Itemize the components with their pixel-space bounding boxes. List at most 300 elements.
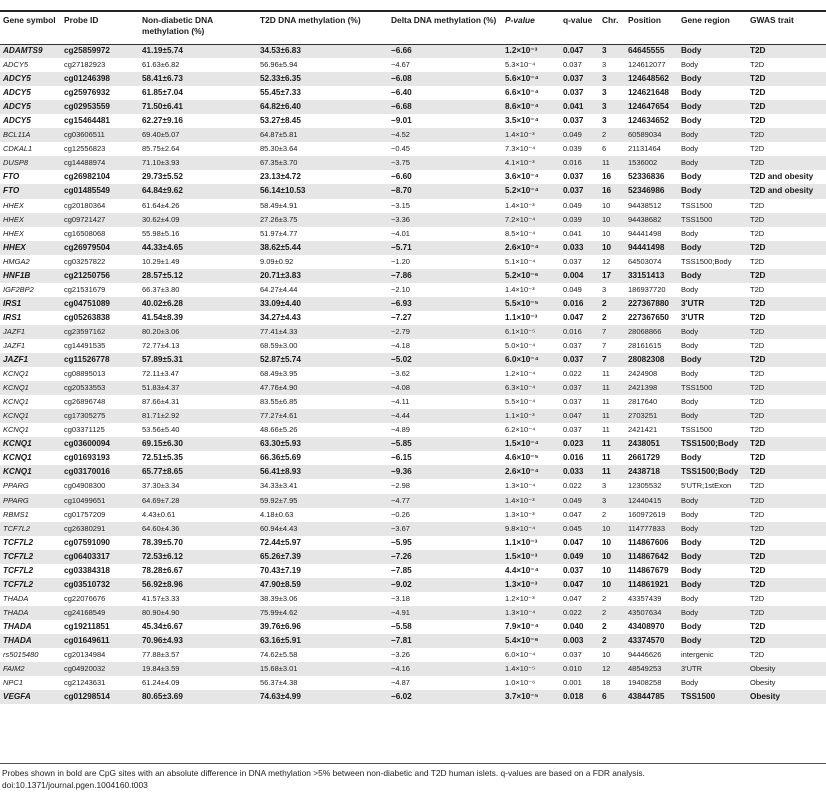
cell-t2d-value: 34.53±6.83 bbox=[257, 44, 388, 58]
cell-gene-symbol: TCF7L2 bbox=[0, 522, 61, 536]
cell-p-value: 7.9×10⁻⁴ bbox=[505, 621, 539, 631]
cell-delta-value: −2.10 bbox=[391, 284, 410, 294]
cell-t2d-value: 48.66±5.26 bbox=[260, 425, 298, 435]
cell-probe-id: cg26982104 bbox=[64, 172, 110, 182]
cell-gene-symbol: PPARG bbox=[3, 481, 29, 491]
cell-delta-value: −1.20 bbox=[391, 256, 410, 266]
cell-position: 43374570 bbox=[625, 634, 678, 648]
cell-delta-value: −6.66 bbox=[388, 44, 502, 58]
cell-q-value: 0.041 bbox=[563, 228, 582, 238]
cell-non-diabetic-value: 45.34±6.67 bbox=[142, 621, 183, 631]
cell-delta-value: −2.79 bbox=[388, 325, 502, 339]
cell-non-diabetic-value: 72.11±3.47 bbox=[142, 369, 179, 379]
cell-p-value: 1.4×10⁻³ bbox=[502, 128, 560, 142]
table-row bbox=[0, 199, 826, 213]
cell-p-value: 5.5×10⁻⁵ bbox=[502, 297, 560, 311]
cell-p-value: 1.4×10⁻³ bbox=[505, 200, 535, 210]
cell-gwas-trait: T2D bbox=[750, 228, 765, 238]
cell-probe-id: cg21243631 bbox=[64, 678, 106, 688]
cell-t2d-value: 64.87±5.81 bbox=[257, 128, 388, 142]
cell-gene-symbol: KCNQ1 bbox=[0, 437, 61, 451]
cell-delta-value: −6.93 bbox=[388, 297, 502, 311]
cell-delta-value: −6.15 bbox=[391, 453, 412, 463]
cell-chromosome: 2 bbox=[599, 297, 625, 311]
cell-p-value: 1.2×10⁻⁴ bbox=[505, 369, 536, 379]
cell-t2d-value: 56.41±8.93 bbox=[257, 465, 388, 479]
cell-t2d-value: 75.99±4.62 bbox=[257, 606, 388, 620]
cell-gene-region: Body bbox=[681, 116, 702, 126]
cell-t2d-value: 9.09±0.92 bbox=[260, 256, 294, 266]
cell-chromosome: 11 bbox=[599, 409, 625, 423]
cell-p-value: 5.2×10⁻⁴ bbox=[502, 184, 560, 198]
cell-chromosome: 10 bbox=[599, 522, 625, 536]
cell-gene-region: Body bbox=[678, 409, 747, 423]
cell-probe-id: cg23597162 bbox=[61, 325, 139, 339]
table-row bbox=[0, 564, 826, 578]
table-row bbox=[0, 676, 826, 690]
cell-delta-value: −4.01 bbox=[391, 228, 410, 238]
cell-t2d-value: 53.27±8.45 bbox=[260, 116, 301, 126]
table-row bbox=[0, 550, 826, 564]
cell-t2d-value: 56.14±10.53 bbox=[257, 184, 388, 198]
cell-chromosome: 3 bbox=[602, 116, 607, 126]
cell-position: 43357439 bbox=[628, 593, 662, 603]
cell-t2d-value: 51.97±4.77 bbox=[260, 228, 298, 238]
cell-gene-region: TSS1500;Body bbox=[678, 465, 747, 479]
cell-gene-region: Body bbox=[681, 537, 702, 547]
cell-q-value: 0.037 bbox=[563, 172, 584, 182]
cell-q-value: 0.047 bbox=[560, 409, 599, 423]
table-row bbox=[0, 255, 826, 269]
cell-gene-region: Body bbox=[681, 60, 699, 70]
cell-delta-value: −4.16 bbox=[388, 662, 502, 676]
cell-probe-id: cg06403317 bbox=[61, 550, 139, 564]
cell-delta-value: −7.26 bbox=[388, 550, 502, 564]
cell-t2d-value: 77.27±4.61 bbox=[257, 409, 388, 423]
header-non-diabetic: Non-diabetic DNA methylation (%) bbox=[142, 15, 213, 36]
cell-p-value: 1.2×10⁻³ bbox=[505, 593, 535, 603]
cell-probe-id: cg26896748 bbox=[64, 397, 106, 407]
cell-q-value: 0.037 bbox=[563, 565, 584, 575]
cell-gene-symbol: JAZF1 bbox=[0, 325, 61, 339]
table-row bbox=[0, 465, 826, 479]
cell-delta-value: −8.70 bbox=[388, 184, 502, 198]
cell-non-diabetic-value: 78.39±5.70 bbox=[142, 537, 183, 547]
cell-delta-value: −5.95 bbox=[391, 537, 412, 547]
cell-probe-id: cg05263838 bbox=[64, 312, 110, 322]
cell-delta-value: −6.60 bbox=[391, 172, 412, 182]
cell-gene-region: Body bbox=[681, 88, 702, 98]
cell-q-value: 0.022 bbox=[563, 481, 582, 491]
cell-non-diabetic-value: 72.77±4.13 bbox=[142, 340, 180, 350]
cell-gwas-trait: T2D bbox=[747, 72, 826, 86]
cell-chromosome: 10 bbox=[602, 650, 611, 660]
cell-chromosome: 11 bbox=[599, 381, 625, 395]
cell-chromosome: 12 bbox=[602, 256, 611, 266]
cell-gwas-trait: T2D bbox=[747, 269, 826, 283]
cell-q-value: 0.022 bbox=[560, 606, 599, 620]
cell-gwas-trait: Obesity bbox=[750, 678, 776, 688]
cell-q-value: 0.049 bbox=[560, 128, 599, 142]
cell-t2d-value: 47.76±4.90 bbox=[257, 381, 388, 395]
table-row bbox=[0, 339, 826, 353]
cell-delta-value: −0.45 bbox=[391, 144, 410, 154]
cell-gwas-trait: T2D bbox=[750, 256, 765, 266]
cell-non-diabetic-value: 51.83±4.37 bbox=[139, 381, 257, 395]
cell-chromosome: 10 bbox=[602, 537, 612, 547]
cell-t2d-value: 56.96±5.94 bbox=[260, 60, 298, 70]
cell-gene-region: Body bbox=[681, 509, 699, 519]
cell-t2d-value: 66.36±5.69 bbox=[260, 453, 301, 463]
table-row bbox=[0, 479, 826, 493]
cell-probe-id: cg21531679 bbox=[64, 284, 106, 294]
cell-position: 52346986 bbox=[625, 184, 678, 198]
cell-gene-region: Body bbox=[678, 241, 747, 255]
table-row bbox=[0, 58, 826, 72]
table-row bbox=[0, 494, 826, 508]
cell-delta-value: −6.08 bbox=[388, 72, 502, 86]
cell-t2d-value: 64.82±6.40 bbox=[257, 100, 388, 114]
table-row bbox=[0, 522, 826, 536]
table-row bbox=[0, 437, 826, 451]
table-row bbox=[0, 662, 826, 676]
cell-gene-region: Body bbox=[678, 100, 747, 114]
cell-q-value: 0.016 bbox=[560, 325, 599, 339]
cell-gene-symbol: ADCY5 bbox=[3, 60, 29, 70]
cell-probe-id: cg03170016 bbox=[61, 465, 139, 479]
cell-t2d-value: 33.09±4.40 bbox=[257, 297, 388, 311]
cell-chromosome: 2 bbox=[602, 509, 607, 519]
cell-gwas-trait: T2D bbox=[750, 88, 766, 98]
cell-q-value: 0.022 bbox=[563, 369, 582, 379]
cell-probe-id: cg01693193 bbox=[64, 453, 110, 463]
cell-position: 124647654 bbox=[625, 100, 678, 114]
cell-t2d-value: 15.68±3.01 bbox=[257, 662, 388, 676]
cell-gwas-trait: T2D bbox=[747, 522, 826, 536]
cell-gene-region: Body bbox=[678, 128, 747, 142]
table-footnote bbox=[2, 767, 822, 791]
cell-delta-value: −5.58 bbox=[391, 621, 412, 631]
table-row bbox=[0, 409, 826, 423]
cell-p-value: 5.2×10⁻⁶ bbox=[502, 269, 560, 283]
cell-delta-value: −4.67 bbox=[391, 60, 410, 70]
cell-t2d-value: 39.76±6.96 bbox=[260, 621, 301, 631]
cell-chromosome: 3 bbox=[599, 72, 625, 86]
cell-position: 2817640 bbox=[628, 397, 658, 407]
cell-q-value: 0.049 bbox=[563, 284, 582, 294]
table-row bbox=[0, 606, 826, 620]
cell-t2d-value: 55.45±7.33 bbox=[260, 88, 301, 98]
cell-non-diabetic-value: 61.85±7.04 bbox=[142, 88, 183, 98]
cell-non-diabetic-value: 64.60±4.36 bbox=[139, 522, 257, 536]
cell-non-diabetic-value: 80.65±3.69 bbox=[139, 690, 257, 704]
cell-gwas-trait: T2D bbox=[747, 297, 826, 311]
cell-non-diabetic-value: 69.40±5.07 bbox=[139, 128, 257, 142]
cell-non-diabetic-value: 30.62±4.09 bbox=[139, 213, 257, 227]
cell-gwas-trait: T2D bbox=[747, 213, 826, 227]
cell-gene-region: TSS1500 bbox=[681, 200, 713, 210]
cell-probe-id: cg21250756 bbox=[61, 269, 139, 283]
cell-p-value: 6.6×10⁻⁴ bbox=[505, 88, 539, 98]
cell-probe-id: cg11526778 bbox=[61, 353, 139, 367]
cell-chromosome: 2 bbox=[602, 312, 607, 322]
cell-p-value: 6.1×10⁻⁵ bbox=[502, 325, 560, 339]
cell-gene-symbol: KCNQ1 bbox=[0, 381, 61, 395]
table-row bbox=[0, 114, 826, 128]
cell-gene-symbol: JAZF1 bbox=[3, 340, 26, 350]
cell-probe-id: cg14488974 bbox=[61, 156, 139, 170]
cell-q-value: 0.049 bbox=[560, 550, 599, 564]
cell-gene-region: TSS1500 bbox=[681, 425, 713, 435]
header-position: Position bbox=[628, 15, 662, 25]
footnote-text: Probes shown in bold are CpG sites with an absolute difference in DNA methylation >5% between non-diabetic and T2D human islets. q-values are based on a FDR analysis. bbox=[2, 768, 645, 778]
cell-p-value: 1.1×10⁻³ bbox=[505, 537, 538, 547]
cell-non-diabetic-value: 37.30±3.34 bbox=[142, 481, 180, 491]
cell-p-value: 3.7×10⁻⁵ bbox=[502, 690, 560, 704]
cell-position: 227367650 bbox=[628, 312, 669, 322]
cell-chromosome: 3 bbox=[602, 88, 607, 98]
cell-chromosome: 6 bbox=[599, 690, 625, 704]
cell-position: 52336836 bbox=[628, 172, 665, 182]
table-row bbox=[0, 648, 826, 662]
cell-non-diabetic-value: 80.20±3.06 bbox=[139, 325, 257, 339]
table-row bbox=[0, 423, 826, 437]
cell-gene-region: TSS1500 bbox=[678, 381, 747, 395]
cell-gene-region: Body bbox=[681, 397, 699, 407]
cell-position: 2424908 bbox=[628, 369, 658, 379]
cell-chromosome: 10 bbox=[602, 565, 612, 575]
cell-gwas-trait: T2D bbox=[747, 494, 826, 508]
table-row bbox=[0, 44, 826, 58]
cell-q-value: 0.039 bbox=[560, 213, 599, 227]
cell-delta-value: −4.11 bbox=[391, 397, 410, 407]
cell-chromosome: 3 bbox=[599, 44, 625, 58]
cell-probe-id: cg14491535 bbox=[64, 340, 106, 350]
cell-gene-region: Body bbox=[678, 353, 747, 367]
cell-p-value: 1.3×10⁻³ bbox=[505, 509, 535, 519]
cell-q-value: 0.018 bbox=[560, 690, 599, 704]
cell-t2d-value: 74.63±4.99 bbox=[257, 690, 388, 704]
cell-non-diabetic-value: 62.27±9.16 bbox=[142, 116, 183, 126]
cell-t2d-value: 83.55±6.85 bbox=[260, 397, 298, 407]
cell-non-diabetic-value: 19.84±3.59 bbox=[139, 662, 257, 676]
cell-gwas-trait: T2D bbox=[747, 409, 826, 423]
cell-gwas-trait: T2D bbox=[750, 509, 765, 519]
cell-t2d-value: 20.71±3.83 bbox=[257, 269, 388, 283]
cell-probe-id: cg09721427 bbox=[61, 213, 139, 227]
cell-position: 60589034 bbox=[625, 128, 678, 142]
cell-p-value: 3.6×10⁻⁴ bbox=[505, 172, 539, 182]
cell-gwas-trait: T2D bbox=[750, 200, 765, 210]
cell-non-diabetic-value: 61.63±6.82 bbox=[142, 60, 180, 70]
cell-q-value: 0.023 bbox=[560, 437, 599, 451]
cell-position: 94441498 bbox=[625, 241, 678, 255]
cell-gene-symbol: KCNQ1 bbox=[3, 397, 29, 407]
cell-gwas-trait: Obesity bbox=[747, 662, 826, 676]
cell-chromosome: 2 bbox=[599, 606, 625, 620]
cell-delta-value: −5.02 bbox=[388, 353, 502, 367]
cell-non-diabetic-value: 4.43±0.61 bbox=[142, 509, 176, 519]
cell-probe-id: cg07591090 bbox=[64, 537, 110, 547]
cell-probe-id: cg19211851 bbox=[64, 621, 110, 631]
table-row bbox=[0, 86, 826, 100]
cell-t2d-value: 63.30±5.93 bbox=[257, 437, 388, 451]
cell-gwas-trait: Obesity bbox=[747, 690, 826, 704]
cell-q-value: 0.039 bbox=[563, 144, 582, 154]
cell-non-diabetic-value: 44.33±4.65 bbox=[139, 241, 257, 255]
cell-position: 114867679 bbox=[628, 565, 669, 575]
cell-delta-value: −4.52 bbox=[388, 128, 502, 142]
cell-q-value: 0.037 bbox=[563, 256, 582, 266]
cell-delta-value: −6.68 bbox=[388, 100, 502, 114]
table-row bbox=[0, 325, 826, 339]
cell-q-value: 0.033 bbox=[560, 465, 599, 479]
cell-delta-value: −0.26 bbox=[391, 509, 410, 519]
cell-q-value: 0.001 bbox=[563, 678, 582, 688]
cell-gene-region: Body bbox=[678, 325, 747, 339]
table-row bbox=[0, 311, 826, 325]
cell-gwas-trait: T2D bbox=[747, 437, 826, 451]
cell-chromosome: 2 bbox=[599, 128, 625, 142]
cell-delta-value: −9.01 bbox=[391, 116, 412, 126]
cell-gene-region: Body bbox=[678, 184, 747, 198]
cell-p-value: 6.0×10⁻⁴ bbox=[505, 650, 536, 660]
cell-p-value: 7.3×10⁻⁴ bbox=[505, 144, 536, 154]
cell-chromosome: 7 bbox=[599, 353, 625, 367]
cell-t2d-value: 68.59±3.00 bbox=[260, 340, 298, 350]
cell-delta-value: −9.02 bbox=[388, 578, 502, 592]
cell-p-value: 5.5×10⁻⁴ bbox=[505, 397, 536, 407]
table-row bbox=[0, 100, 826, 114]
table-row bbox=[0, 283, 826, 297]
cell-chromosome: 18 bbox=[602, 678, 611, 688]
cell-p-value: 8.6×10⁻⁴ bbox=[502, 100, 560, 114]
cell-probe-id: cg20134984 bbox=[64, 650, 106, 660]
cell-gene-symbol: FTO bbox=[3, 172, 20, 182]
cell-probe-id: cg25859972 bbox=[61, 44, 139, 58]
cell-gene-symbol: VEGFA bbox=[0, 690, 61, 704]
cell-chromosome: 2 bbox=[602, 593, 607, 603]
cell-gene-region: Body bbox=[681, 565, 702, 575]
cell-gene-region: Body bbox=[681, 369, 699, 379]
cell-gwas-trait: T2D bbox=[750, 453, 766, 463]
cell-probe-id: cg17305275 bbox=[61, 409, 139, 423]
cell-t2d-value: 34.27±4.43 bbox=[260, 312, 301, 322]
cell-probe-id: cg20180364 bbox=[64, 200, 106, 210]
cell-position: 2703251 bbox=[625, 409, 678, 423]
cell-chromosome: 2 bbox=[599, 634, 625, 648]
cell-delta-value: −7.81 bbox=[388, 634, 502, 648]
cell-q-value: 0.010 bbox=[560, 662, 599, 676]
cell-q-value: 0.016 bbox=[563, 453, 584, 463]
cell-position: 124648562 bbox=[625, 72, 678, 86]
cell-gene-region: Body bbox=[681, 621, 702, 631]
top-rule bbox=[0, 10, 826, 12]
cell-gene-symbol: IRS1 bbox=[3, 312, 22, 322]
cell-p-value: 1.4×10⁻⁵ bbox=[502, 662, 560, 676]
bottom-rule bbox=[0, 763, 826, 764]
cell-gene-symbol: ADAMTS9 bbox=[0, 44, 61, 58]
cell-p-value: 4.1×10⁻³ bbox=[502, 156, 560, 170]
cell-q-value: 0.033 bbox=[560, 241, 599, 255]
cell-gene-symbol: FTO bbox=[0, 184, 61, 198]
header-rule bbox=[0, 44, 826, 45]
cell-chromosome: 11 bbox=[599, 156, 625, 170]
cell-p-value: 6.2×10⁻⁴ bbox=[505, 425, 536, 435]
cell-gene-symbol: DUSP8 bbox=[0, 156, 61, 170]
cell-gene-symbol: THADA bbox=[0, 606, 61, 620]
cell-delta-value: −4.44 bbox=[388, 409, 502, 423]
cell-q-value: 0.037 bbox=[563, 425, 582, 435]
cell-non-diabetic-value: 64.84±9.62 bbox=[139, 184, 257, 198]
cell-gene-symbol: BCL11A bbox=[0, 128, 61, 142]
cell-probe-id: cg15464481 bbox=[64, 116, 110, 126]
cell-p-value: 2.6×10⁻⁴ bbox=[502, 241, 560, 255]
cell-chromosome: 10 bbox=[602, 200, 611, 210]
cell-probe-id: cg16508068 bbox=[64, 228, 106, 238]
cell-non-diabetic-value: 41.19±5.74 bbox=[139, 44, 257, 58]
cell-probe-id: cg25976932 bbox=[64, 88, 110, 98]
cell-probe-id: cg03257822 bbox=[64, 256, 106, 266]
cell-gene-symbol: RBMS1 bbox=[3, 509, 29, 519]
cell-delta-value: −7.27 bbox=[391, 312, 412, 322]
cell-gene-region: 3′UTR bbox=[681, 312, 705, 322]
cell-chromosome: 17 bbox=[599, 269, 625, 283]
cell-probe-id: cg03510732 bbox=[61, 578, 139, 592]
cell-non-diabetic-value: 87.66±4.31 bbox=[142, 397, 180, 407]
cell-delta-value: −5.85 bbox=[388, 437, 502, 451]
cell-delta-value: −6.02 bbox=[388, 690, 502, 704]
table-row bbox=[0, 184, 826, 198]
cell-gene-region: Body bbox=[678, 156, 747, 170]
header-t2d: T2D DNA methylation (%) bbox=[260, 15, 361, 25]
cell-gwas-trait: T2D bbox=[747, 156, 826, 170]
table-row bbox=[0, 72, 826, 86]
cell-p-value: 1.3×10⁻⁴ bbox=[502, 606, 560, 620]
cell-position: 43844785 bbox=[625, 690, 678, 704]
cell-q-value: 0.047 bbox=[563, 312, 584, 322]
cell-non-diabetic-value: 58.41±6.73 bbox=[139, 72, 257, 86]
cell-gene-region: Body bbox=[681, 678, 699, 688]
cell-p-value: 1.4×10⁻³ bbox=[502, 494, 560, 508]
cell-gene-region: Body bbox=[681, 453, 702, 463]
cell-gwas-trait: T2D and obesity bbox=[747, 184, 826, 198]
cell-gwas-trait: T2D bbox=[750, 144, 765, 154]
cell-gene-symbol: TCF7L2 bbox=[3, 537, 34, 547]
cell-delta-value: −3.75 bbox=[388, 156, 502, 170]
cell-gene-symbol: TCF7L2 bbox=[3, 565, 34, 575]
cell-gene-region: Body bbox=[678, 522, 747, 536]
cell-position: 12305532 bbox=[628, 481, 662, 491]
cell-position: 124621648 bbox=[628, 88, 669, 98]
cell-t2d-value: 34.33±3.41 bbox=[260, 481, 298, 491]
cell-position: 186937720 bbox=[628, 284, 666, 294]
cell-t2d-value: 27.26±3.75 bbox=[257, 213, 388, 227]
cell-probe-id: cg08895013 bbox=[64, 369, 106, 379]
cell-chromosome: 3 bbox=[602, 284, 607, 294]
cell-gwas-trait: T2D bbox=[747, 353, 826, 367]
cell-t2d-value: 52.33±6.35 bbox=[257, 72, 388, 86]
cell-probe-id: cg22076676 bbox=[64, 593, 106, 603]
cell-chromosome: 3 bbox=[602, 481, 607, 491]
cell-q-value: 0.037 bbox=[563, 116, 584, 126]
cell-gwas-trait: T2D bbox=[747, 634, 826, 648]
cell-gene-symbol: HMGA2 bbox=[3, 256, 30, 266]
cell-delta-value: −6.40 bbox=[391, 88, 412, 98]
cell-position: 64503074 bbox=[628, 256, 662, 266]
cell-gene-symbol: KCNQ1 bbox=[3, 425, 29, 435]
cell-probe-id: cg04751089 bbox=[61, 297, 139, 311]
